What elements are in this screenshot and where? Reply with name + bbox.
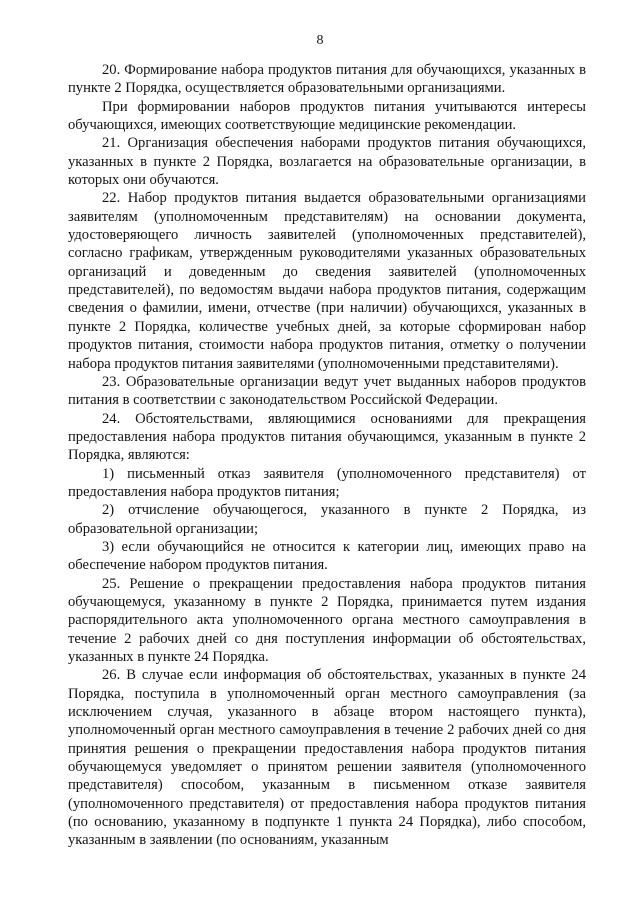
paragraph-21: 21. Организация обеспечения наборами продуктов питания обучающихся, указанных в пункте 2 Порядка, возлагается на образовательные организации, в которых они обучаются.	[68, 135, 586, 189]
paragraph-22: 22. Набор продуктов питания выдается образовательными организациями заявителям (уполномоченным представителям) на основании документа, удостоверяющего личность заявителей (уполномоченных представителей), согласно графикам, утвержденным руководителями указанных образовательных организаций и доведенным до сведения заявителей (уполномоченных представителей), по ведомостям выдачи набора продуктов питания, содержащим сведения о фамилии, имени, отчестве (при наличии) обучающихся, указанных в пункте 2 Порядка, количестве учебных дней, за которые сформирован набор продуктов питания, стоимости набора продуктов питания, отметку о получении набора продуктов питания заявителями (уполномоченными представителями).	[68, 190, 586, 372]
page-number: 8	[316, 33, 324, 48]
paragraph-25: 25. Решение о прекращении предоставления набора продуктов питания обучающемуся, указанному в пункте 2 Порядка, принимается путем издания распорядительного акта уполномоченного органа местного самоуправления в течение 2 рабочих дней со дня поступления информации об обстоятельствах, указанных в пункте 24 Порядка.	[68, 575, 586, 665]
paragraph-24-item-2: 2) отчисление обучающегося, указанного в пункте 2 Порядка, из образовательной организации;	[68, 502, 586, 537]
paragraph-20: 20. Формирование набора продуктов питания для обучающихся, указанных в пункте 2 Порядка, осуществляется образовательными организациями.	[68, 62, 586, 97]
paragraph-24: 24. Обстоятельствами, являющимися основаниями для прекращения предоставления набора продуктов питания обучающимся, указанным в пункте 2 Порядка, являются:	[68, 410, 586, 464]
paragraph-24-item-3: 3) если обучающийся не относится к категории лиц, имеющих право на обеспечение набором продуктов питания.	[68, 538, 586, 574]
paragraph-26: 26. В случае если информация об обстоятельствах, указанных в пункте 24 Порядка, поступила в уполномоченный орган местного самоуправления (за исключением случая, указанного в абзаце втором настоящего пункта), уполномоченный орган местного самоуправления в течение 2 рабочих дней со дня принятия решения о прекращении предоставления набора продуктов питания обучающемуся уведомляет о принятом решении заявителя (уполномоченного представителя) способом, указанным в письменном отказе заявителя (уполномоченного представителя) от предоставления набора продуктов питания (по основанию, указанному в подпункте 1 пункта 24 Порядка), либо способом, указанным в заявлении (по основаниям, указанным	[68, 667, 586, 849]
paragraph-23: 23. Образовательные организации ведут учет выданных наборов продуктов питания в соответствии с законодательством Российской Федерации.	[68, 373, 586, 409]
paragraph-20-note: При формировании наборов продуктов питания учитываются интересы обучающихся, имеющих соответствующие медицинские рекомендации.	[68, 98, 586, 134]
paragraph-24-item-1: 1) письменный отказ заявителя (уполномоченного представителя) от предоставления набора продуктов питания;	[68, 465, 586, 500]
document-body	[68, 61, 586, 850]
